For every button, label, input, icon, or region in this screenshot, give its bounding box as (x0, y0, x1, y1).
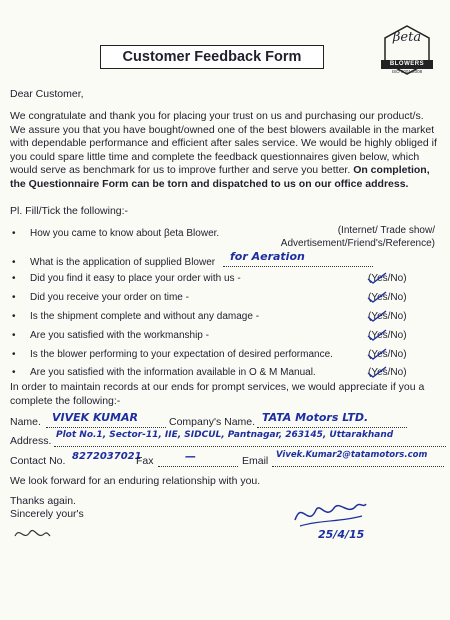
email-line (272, 466, 444, 467)
email-label: Email (242, 455, 269, 467)
checkmark-icon (366, 347, 388, 361)
yn-options[interactable]: (Yes/No) (368, 349, 407, 360)
intro-bold: On completion, the Questionnaire Form can be torn and dispatched to us on our office address. (10, 164, 430, 190)
email-value[interactable]: Vivek.Kumar2@tatamotors.com (276, 450, 428, 460)
yn-question-text: Are you satisfied with the information available in O & M Manual. (30, 367, 316, 378)
yn-options[interactable]: (Yes/No) (368, 330, 407, 341)
yn-options[interactable]: (Yes/No) (368, 273, 407, 284)
yn-question-text: Did you receive your order on time - (30, 292, 189, 303)
bullet-icon: • (12, 330, 16, 341)
bullet-icon: • (12, 367, 16, 378)
sincerely-text: Sincerely your's (10, 508, 84, 520)
q2-answer-line (223, 266, 373, 267)
bullet-icon: • (12, 257, 16, 268)
intro-text: We congratulate and thank you for placing your trust on us and purchasing our product/s. We assure you that you have bought/owned one of the best blowers available in the market with dependable performance and efficient after sales service. We would be highly obliged if you could spare little time and complete the feedback questionnaires given below, which would serve as benchmark for us to improve further and serve you better. (10, 110, 437, 177)
logo-tagline: BLOWERS (381, 60, 433, 69)
name-label: Name. (10, 416, 41, 428)
customer-signature-icon (290, 490, 370, 530)
checkmark-icon (366, 290, 388, 304)
bullet-icon: • (12, 273, 16, 284)
bullet-icon: • (12, 349, 16, 360)
bullet-icon: • (12, 311, 16, 322)
q1-text: How you came to know about βeta Blower. (30, 228, 220, 239)
bullet-icon: • (12, 228, 16, 239)
fax-value[interactable]: — (185, 450, 196, 463)
name-value[interactable]: VIVEK KUMAR (52, 411, 138, 424)
company-value[interactable]: TATA Motors LTD. (262, 411, 369, 424)
fax-line (158, 466, 238, 467)
thanks-text: Thanks again. (10, 495, 76, 507)
records-text: In order to maintain records at our ends for prompt services, we would appreciate if you a complete the following:- (10, 381, 425, 407)
address-value[interactable]: Plot No.1, Sector-11, IIE, SIDCUL, Pantnagar, 263145, Uttarakhand (56, 430, 394, 440)
closing-text: We look forward for an enduring relationship with you. (10, 475, 261, 487)
q1-options: (Internet/ Trade show/ Advertisement/Friend's/Reference) (280, 225, 435, 249)
logo-word: βeta (392, 30, 422, 45)
yn-question-text: Are you satisfied with the workmanship - (30, 330, 209, 341)
signature-date: 25/4/15 (318, 528, 365, 541)
bullet-icon: • (12, 292, 16, 303)
fax-label: Fax (136, 455, 154, 467)
contact-label: Contact No. (10, 455, 66, 467)
q2-text: What is the application of supplied Blower (30, 257, 216, 268)
intro-paragraph (10, 110, 442, 192)
company-label: Company's Name. (169, 416, 256, 428)
q2-answer[interactable]: for Aeration (230, 250, 305, 263)
form-title: Customer Feedback Form (100, 45, 324, 69)
yn-options[interactable]: (Yes/No) (368, 292, 407, 303)
yn-options[interactable]: (Yes/No) (368, 311, 407, 322)
yn-question-text: Is the shipment complete and without any damage - (30, 311, 260, 322)
company-line (257, 427, 407, 428)
address-line (54, 446, 446, 447)
checkmark-icon (366, 365, 388, 379)
salutation: Dear Customer, (10, 88, 84, 100)
company-signature-icon (12, 522, 52, 544)
yn-question-text: Is the blower performing to your expectation of desired performance. (30, 349, 333, 360)
name-line (46, 427, 166, 428)
checkmark-icon (366, 271, 388, 285)
yn-question-text: Did you find it easy to place your order with us - (30, 273, 241, 284)
instruction: Pl. Fill/Tick the following:- (10, 205, 129, 217)
address-label: Address. (10, 435, 52, 447)
yn-options[interactable]: (Yes/No) (368, 367, 407, 378)
checkmark-icon (366, 328, 388, 342)
contact-value[interactable]: 8272037021 (72, 451, 142, 462)
checkmark-icon (366, 309, 388, 323)
logo-iso: ISO 9001:2008 (391, 69, 423, 74)
